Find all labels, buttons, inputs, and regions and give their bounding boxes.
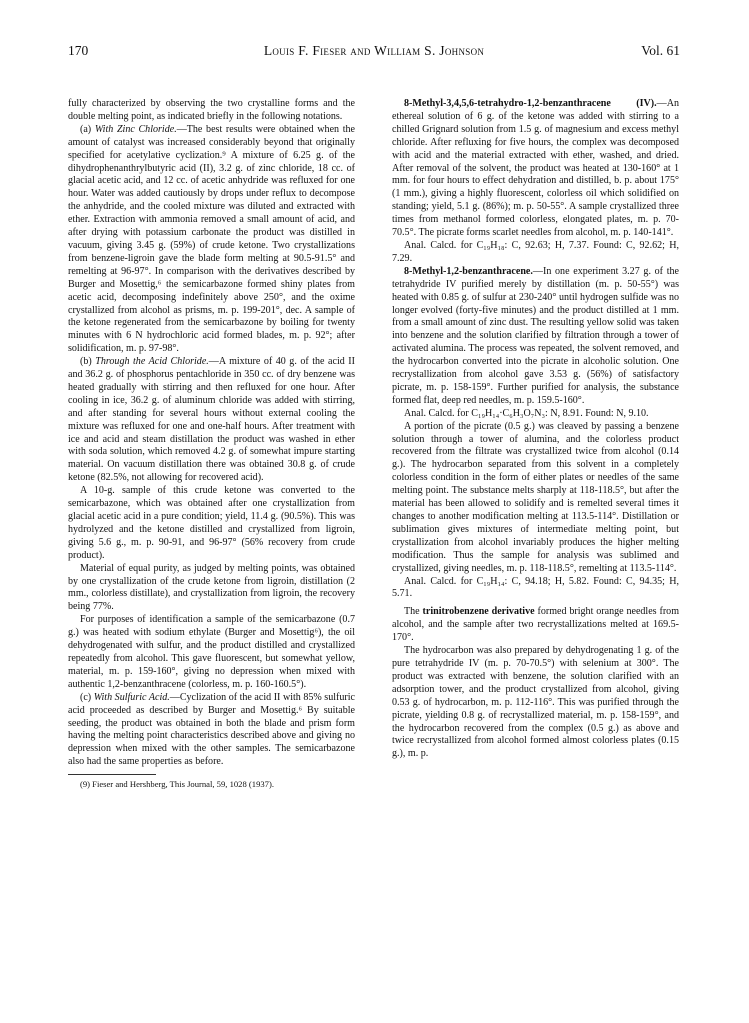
volume-label: Vol. 61 <box>641 43 680 58</box>
running-head-authors: Louis F. Fieser and William S. Johnson <box>263 43 485 58</box>
paragraph: The trinitrobenzene derivative formed bright orange needles from alcohol, and the sample after two recrystallizations melted at 169.5-170°. <box>392 606 680 644</box>
paragraph: 8-Methyl-1,2-benzanthracene.—In one experiment 3.27 g. of the tetrahydride IV purified merely by distillation (m. p. 50-55°) was heated with 0.85 g. of sulfur at 230-240° until hydrogen sulfide was no longer evolved (forty-five minutes) and the product distilled at 1 mm. from a small amount of zinc dust. The resulting yellow solid was taken into benzene and the solution clarified by filtration through a tower of activated alumina. The process was repeated, the solvent removed, and the hydrocarbon converted into the picrate in alcoholic solution. One recrystallization from alcohol gave 3.53 g. (56%) of satisfactory picrate, m. p. 158-159°. Further purified for analysis, the substance formed flat, deep red needles, m. p. 159.5-160°. <box>392 265 679 406</box>
analysis-line: Anal. Calcd. for C₁₉H₁₄·C₆H₃O₇N₃: N, 8.91. Found: N, 9.10. <box>404 407 649 419</box>
right-column <box>392 98 679 761</box>
footnote-rule <box>68 774 156 775</box>
section-heading: 8-Methyl-1,2-benzanthracene. <box>404 265 533 277</box>
subsection-title: Through the Acid Chloride. <box>95 356 209 368</box>
paragraph: (a) With Zinc Chloride.—The best results were obtained when the amount of catalyst was increased considerably beyond that originally specified for acetylative cyclization.⁹ A mixture of 6.25 g. of the dihydrophenanthrylbutyric acid (II), 3.2 g. of zinc chloride, 18 cc. of glacial acetic acid, and 12 cc. of acetic anhydride was refluxed for one hour. Water was added cautiously by drops under reflux to decompose the anhydride, and the cooled mixture was diluted and extracted with ether. Extraction with ammonia removed a small amount of acid, and after drying with potassium carbonate the product was distilled in vacuum, giving 3.45 g. (59%) of crude ketone. Two crystallizations from benzene-ligroin gave the blade form melting at 90.5-91.5° and remelting at 96-97°. In comparison with the derivatives described by Burger and Mosettig,⁶ the semicarbazone formed shiny plates from acetic acid, decomposing indefinitely above 250°, and the oxime crystallized from alcohol as prisms, m. p. 199-201°, dec. A sample of the ketone regenerated from the semicarbazone by boiling for twenty minutes with 6 N hydrochloric acid formed blades, m. p. 92°; after solidification, m. p. 97-98°. <box>68 123 356 355</box>
footnote: (9) Fieser and Hershberg, This Journal, 59, 1028 (1937). <box>80 779 274 790</box>
paragraph: fully characterized by observing the two crystalline forms and the double melting point, as indicated briefly in the following notations. <box>68 98 355 122</box>
paragraph: The hydrocarbon was also prepared by dehydrogenating 1 g. of the pure tetrahydride IV (m. p. 70-70.5°) with selenium at 300°. The product was extracted with benzene, the solution clarified with an adsorption tower, and the product crystallized from alcohol, giving 0.53 g. of hydrocarbon, m. p. 112-116°. This was purified through the picrate, yielding 0.8 g. of recrystallized material, m. p. 158-159°, and the hydrocarbon recovered from the complex (0.5 g.) as above and twice recrystallized from alcohol formed almost colorless plates (0.15 g.), m. p. <box>392 645 679 760</box>
subsection-title: With Sulfuric Acid. <box>93 691 170 703</box>
paragraph: Material of equal purity, as judged by melting points, was obtained by one crystallization of the crude ketone from ligroin, distillation (2 mm., colorless distillate), and crystallization from ligroin, the recovery being 77%. <box>68 562 355 613</box>
analysis-line: Anal. Calcd. for C₁₉H₁₈: C, 92.63; H, 7.37. Found: C, 92.62; H, 7.29. <box>392 239 679 264</box>
left-column <box>68 98 355 790</box>
running-header <box>68 43 680 63</box>
paragraph: (c) With Sulfuric Acid.—Cyclization of the acid II with 85% sulfuric acid proceeded as described by Burger and Mosettig.⁶ By suitable seeding, the product was obtained in both the blade and prism form having the melting point characteristics described above and giving no depression when mixed with the other samples. The semicarbazone also had the same properties as before. <box>68 691 356 768</box>
paragraph: A portion of the picrate (0.5 g.) was cleaved by passing a benzene solution through a tower of alumina, and the colorless product recovered from the filtrate was crystallized twice from alcohol (0.14 g.). The hydrocarbon separated from this solvent in a completely colorless condition in the form of either plates or needles of the same melting point. The substance melts sharply at 118-118.5°, but after the material has been allowed to solidify and is remelted several times it changes to another modification melting at 113.5-114°. Distillation or sublimation gives mixtures of intermediate melting point, but crystallization from alcohol invariably produces the higher melting modification. Thus the sample for analysis was sublimed and crystallized, giving needles, m. p. 118-118.5°, remelting at 113.5-114°. <box>392 420 679 574</box>
paragraph: 8-Methyl-3,4,5,6-tetrahydro-1,2-benzanthracene (IV).—An ethereal solution of 6 g. of the ketone was added with stirring to a chilled Grignard solution from 1.5 g. of magnesium and excess methyl chloride. After refluxing for five hours, the complex was decomposed with acid and the material extracted with ether, washed, and dried. After removal of the solvent, the product was heated at 130-160° at 1 mm. for four hours to effect dehydration and distilled, b. p. about 175° (1 mm.), giving a highly fluorescent, colorless oil which solidified on standing; yield, 5.1 g. (86%); m. p. 50-55°. A sample crystallized three times from methanol formed colorless, elongated plates, m. p. 70-70.5°. The picrate forms scarlet needles from alcohol, m. p. 140-141°. <box>392 98 679 239</box>
paragraph: (b) Through the Acid Chloride.—A mixture of 40 g. of the acid II and 36.2 g. of phosphorus pentachloride in 350 cc. of dry benzene was heated gradually with stirring and then refluxed for one hour. After cooling in ice, 36.2 g. of aluminum chloride was added with stirring, and after standing for several hours without external cooling the mixture was refluxed for one and one-half hours. After treatment with ice and acid and steam distillation the product was washed in ether with soda solution, which removed 4.2 g. of somewhat impure starting material. On vacuum distillation there was obtained 30.8 g. of crude ketone (82.5%, not allowing for recovered acid). <box>68 356 355 484</box>
subsection-title: With Zinc Chloride. <box>94 123 177 135</box>
section-heading: 8-Methyl-3,4,5,6-tetrahydro-1,2-benzanthracene (IV). <box>404 98 657 109</box>
bold-term: trinitrobenzene derivative <box>422 606 535 618</box>
paragraph: For purposes of identification a sample of the semicarbazone (0.7 g.) was heated with sodium ethylate (Burger and Mosettig⁶), the oil dehydrogenated with sulfur, and the product distilled and crystallized repeatedly from alcohol. This gave fluorescent, but somewhat yellow, material, m. p. 159-160°, giving no depression when mixed with authentic 1,2-benzanthracene (colorless, m. p. 160-160.5°). <box>68 614 355 690</box>
page-number: 170 <box>68 43 89 58</box>
paragraph: A 10-g. sample of this crude ketone was converted to the semicarbazone, which was obtained after one crystallization from glacial acetic acid in a pure condition; yield, 11.4 g. (90.5%). This was hydrolyzed and the ketone distilled and crystallized from ligroin, giving 5.6 g., m. p. 90-91, and 96-97° (56% recovery from crude product). <box>68 485 355 561</box>
analysis-line: Anal. Calcd. for C₁₉H₁₄: C, 94.18; H, 5.82. Found: C, 94.35; H, 5.71. <box>392 575 679 600</box>
